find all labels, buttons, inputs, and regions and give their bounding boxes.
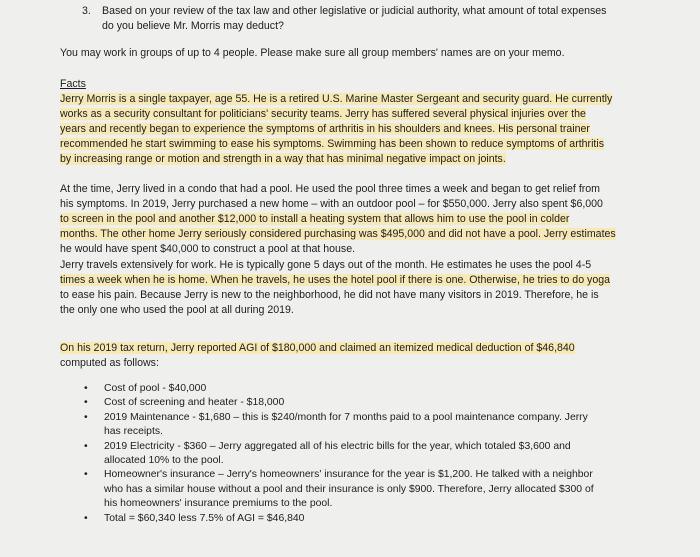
list-item: • Cost of screening and heater - $18,000 (84, 396, 644, 410)
bullet-icon: • (84, 383, 88, 394)
bullet-icon: • (84, 440, 88, 452)
list-item: • Cost of pool - $40,000 (84, 382, 644, 396)
bullet-icon: • (84, 411, 88, 423)
list-item: • Total = $60,340 less 7.5% of AGI = $46,840 (84, 512, 644, 526)
expense-list (84, 382, 644, 526)
list-item: • 2019 Electricity - $360 – Jerry aggregated all of his electric bills for the year, which totaled $3,600 and allocated 10% to the pool. (84, 440, 571, 467)
bullet-icon: • (84, 512, 88, 524)
facts-paragraph-1: Jerry Morris is a single taxpayer, age 55. He is a retired U.S. Marine Master Sergeant and security guard. He currently works as a security consultant for politicians' security teams. Jerry has suffered several physical injuries over the years and recently began to experience the symptoms of arthritis in his shoulders and knees. His personal trainer recommended he start swimming to ease his symptoms. Swimming has been shown to reduce symptoms of arthritis by increasing range or motion and strength in a way that has minimal negative impact on joints. (60, 93, 613, 165)
list-item: • 2019 Maintenance - $1,680 – this is $240/month for 7 months paid to a pool maintenance company. Jerry has receipts. (84, 411, 588, 438)
facts-paragraph-2: At the time, Jerry lived in a condo that had a pool. He used the pool three times a week and began to get relief from his symptoms. In 2019, Jerry purchased a new home – with an outdoor pool – for $550,000. Jerry also spent $6,000 to screen in the pool and another $12,000 to install a heating system that allows him to use the pool in colder months. The other home Jerry seriously considered purchasing was $495,000 and did not have a pool. Jerry estimates he would have spent $40,000 to construct a pool at that house. (60, 183, 616, 255)
list-item: • Homeowner's insurance – Jerry's homeowners' insurance for the year is $1,200. He talked with a neighbor who has a similar house without a pool and their insurance is only $900. Therefore, Jerry allocated $300 of his homeowners' insurance premiums to the pool. (84, 469, 594, 510)
bullet-icon: • (84, 469, 88, 481)
question-text: Based on your review of the tax law and other legislative or judicial authority, what amount of total expenses do you believe Mr. Morris may deduct? (102, 5, 607, 32)
instructions: You may work in groups of up to 4 people. Please make sure all group members' names are on your memo. (60, 47, 565, 59)
facts-paragraph-4: On his 2019 tax return, Jerry reported AGI of $180,000 and claimed an itemized medical deduction of $46,840 computed as follows: (60, 342, 575, 369)
bullet-icon: • (84, 397, 88, 409)
question-number: 3. (82, 5, 91, 17)
facts-heading: Facts (60, 78, 86, 90)
facts-paragraph-3: Jerry travels extensively for work. He is typically gone 5 days out of the month. He estimates he uses the pool 4-5 times a week when he is home. When he travels, he uses the hotel pool if there is one. Otherwise, he tries to do yoga to ease his pain. Because Jerry is new to the neighborhood, he did not have many visitors in 2019. Therefore, he is the only one who used the pool at all during 2019. (60, 259, 610, 316)
